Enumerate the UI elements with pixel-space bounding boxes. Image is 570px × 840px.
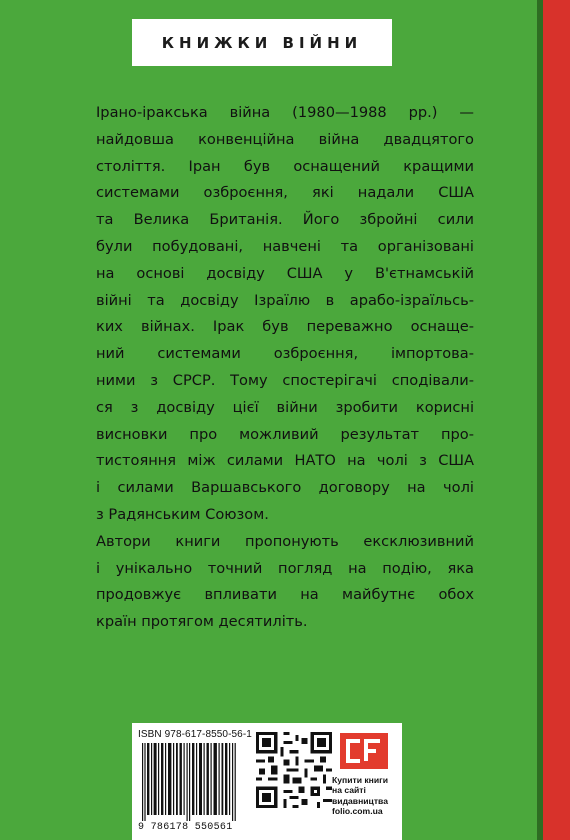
description-line: Автори книги пропонують ексклюзивний bbox=[96, 532, 474, 550]
description-line: продовжує впливати на майбутнє обох bbox=[96, 586, 474, 604]
folio-logo-icon bbox=[340, 733, 388, 769]
series-label bbox=[132, 19, 392, 66]
description-line: висновки про можливий результат про- bbox=[96, 425, 474, 443]
description-line: і силами Варшавського договору на чолі bbox=[96, 479, 474, 497]
buy-line: на сайті bbox=[332, 785, 366, 796]
description-line: найдовша конвенційна війна двадцятого bbox=[96, 130, 474, 148]
description-line: системами озброєння, які надали США bbox=[96, 184, 474, 202]
barcode-icon bbox=[138, 743, 246, 821]
description-line: століття. Іран був оснащений кращими bbox=[96, 157, 474, 175]
description-line: на основі досвіду США у В'єтнамській bbox=[96, 264, 474, 282]
description-line: були побудовані, навчені та організовані bbox=[96, 237, 474, 255]
description-line: тистояння між силами НАТО на чолі з США bbox=[96, 452, 474, 470]
book-description bbox=[96, 100, 474, 636]
description-line: з Радянським Союзом. bbox=[96, 505, 269, 523]
barcode-digits: 9 786178 550561 bbox=[138, 822, 233, 833]
description-line: ся з досвіду цієї війни зробити корисні bbox=[96, 398, 474, 416]
buy-line: Купити книги bbox=[332, 775, 389, 785]
barcode-panel bbox=[132, 723, 402, 840]
description-line: ких війнах. Ірак був переважно оснаще- bbox=[96, 318, 474, 336]
qr-code-icon[interactable] bbox=[256, 732, 332, 808]
description-line: ний системами озброєння, імпортова- bbox=[96, 345, 474, 363]
description-line: ними з СРСР. Тому спостерігачі сподівали- bbox=[96, 371, 474, 389]
description-line: війні та досвіду Ізраїлю в арабо-ізраїльсь- bbox=[96, 291, 474, 309]
description-line: країн протягом десятиліть. bbox=[96, 613, 308, 631]
publisher-site-info bbox=[332, 775, 400, 817]
publisher-website-link[interactable]: folio.com.ua bbox=[332, 806, 383, 817]
spine-red-stripe bbox=[543, 0, 570, 840]
description-line: Ірано-іракська війна (1980—1988 рр.) — bbox=[96, 104, 474, 121]
series-title: КНИЖКИ ВІЙНИ bbox=[161, 33, 363, 52]
isbn-number: ISBN 978-617-8550-56-1 bbox=[138, 729, 252, 740]
description-line: та Велика Британія. Його збройні сили bbox=[96, 211, 474, 229]
buy-line: видавництва bbox=[332, 795, 388, 806]
description-line: і унікально точний погляд на подію, яка bbox=[96, 559, 474, 577]
